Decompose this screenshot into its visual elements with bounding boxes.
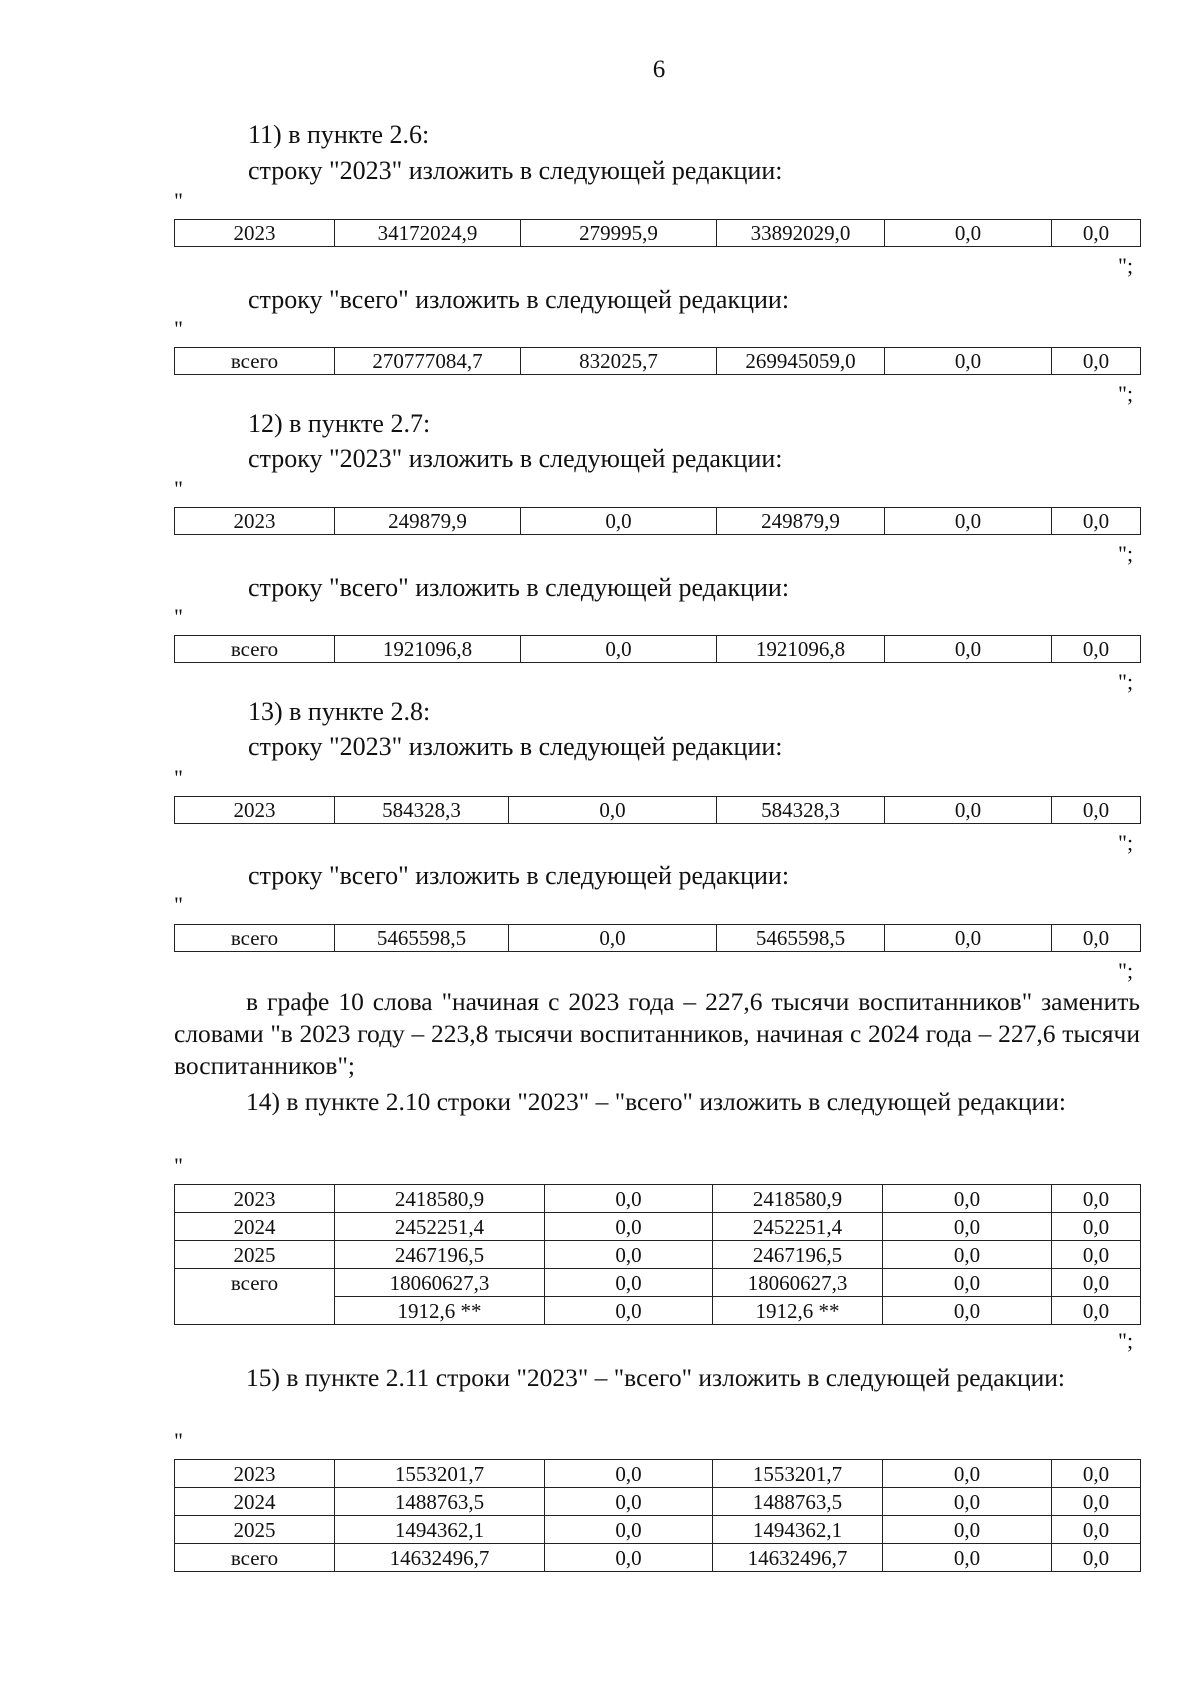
cell: 0,0 [883, 1297, 1052, 1325]
close-quote: "; [1118, 669, 1134, 694]
cell: 2024 [175, 1488, 335, 1516]
section-12-line-1: строку "2023" изложить в следующей редакции: [248, 444, 783, 473]
cell: 0,0 [885, 220, 1052, 247]
cell: 0,0 [1052, 1544, 1141, 1572]
cell: 0,0 [885, 508, 1052, 535]
close-quote: "; [1118, 253, 1134, 278]
open-quote: " [174, 892, 183, 917]
table-row [175, 1269, 1141, 1297]
table-13-row-total [174, 924, 1141, 952]
section-14-text-block [174, 1086, 1140, 1118]
cell: 0,0 [1052, 797, 1141, 824]
table-row [175, 220, 1141, 247]
cell: 0,0 [1052, 1460, 1141, 1488]
cell: 2024 [175, 1213, 335, 1241]
cell: 0,0 [545, 1544, 713, 1572]
cell: всего [175, 348, 335, 375]
table-row [175, 1516, 1141, 1544]
cell: 0,0 [1052, 508, 1141, 535]
section-15-text: 15) в пункте 2.11 строки "2023" – "всего" изложить в следующей редакции: [246, 1363, 1065, 1392]
section-13-line-2: строку "всего" изложить в следующей редакции: [248, 861, 790, 890]
open-quote: " [174, 1428, 183, 1453]
cell: 0,0 [1052, 1516, 1141, 1544]
cell: 0,0 [545, 1213, 713, 1241]
paragraph-grafa-10 [174, 986, 1140, 1082]
cell: 0,0 [1052, 1488, 1141, 1516]
open-quote: " [174, 316, 183, 341]
cell: 0,0 [885, 348, 1052, 375]
cell: 1921096,8 [717, 636, 885, 663]
close-quote: "; [1118, 541, 1134, 566]
cell: 1553201,7 [713, 1460, 883, 1488]
table-11-row-total [174, 347, 1141, 375]
cell: 0,0 [1052, 1213, 1141, 1241]
cell: всего [175, 925, 335, 952]
cell: 584328,3 [335, 797, 509, 824]
table-row [175, 636, 1141, 663]
cell: 0,0 [509, 925, 717, 952]
table-row [175, 1544, 1141, 1572]
cell: 1912,6 ** [713, 1297, 883, 1325]
close-quote: "; [1118, 958, 1134, 983]
cell: 0,0 [1052, 1185, 1141, 1213]
cell: 0,0 [521, 636, 717, 663]
cell: 0,0 [1052, 1297, 1141, 1325]
table-row [175, 1297, 1141, 1325]
cell: всего [175, 1544, 335, 1572]
cell: 279995,9 [521, 220, 717, 247]
table-13-row-2023 [174, 796, 1141, 824]
section-11-heading: 11) в пункте 2.6: [248, 120, 430, 149]
cell: 5465598,5 [717, 925, 885, 952]
open-quote: " [174, 188, 183, 213]
cell: 0,0 [1052, 925, 1141, 952]
cell: 2452251,4 [335, 1213, 545, 1241]
cell: 5465598,5 [335, 925, 509, 952]
cell: 0,0 [545, 1241, 713, 1269]
cell: 1912,6 ** [335, 1297, 545, 1325]
cell: 0,0 [883, 1460, 1052, 1488]
cell: 2452251,4 [713, 1213, 883, 1241]
close-quote: "; [1118, 381, 1134, 406]
cell: 0,0 [1052, 1241, 1141, 1269]
table-12-row-total [174, 635, 1141, 663]
table-row [175, 1241, 1141, 1269]
section-12-heading: 12) в пункте 2.7: [248, 409, 431, 438]
cell: 269945059,0 [717, 348, 885, 375]
section-13-heading: 13) в пункте 2.8: [248, 697, 431, 726]
cell: 0,0 [883, 1516, 1052, 1544]
table-11-row-2023 [174, 219, 1141, 247]
cell: 2023 [175, 1185, 335, 1213]
cell: 0,0 [885, 636, 1052, 663]
close-quote: "; [1118, 1328, 1134, 1353]
cell: 18060627,3 [335, 1269, 545, 1297]
cell: всего [175, 1269, 335, 1297]
cell: 0,0 [545, 1269, 713, 1297]
cell: 2025 [175, 1241, 335, 1269]
cell: 0,0 [545, 1488, 713, 1516]
cell: 2025 [175, 1516, 335, 1544]
cell: 18060627,3 [713, 1269, 883, 1297]
cell: 0,0 [883, 1488, 1052, 1516]
cell: 0,0 [883, 1269, 1052, 1297]
cell: 2023 [175, 1460, 335, 1488]
cell: 0,0 [521, 508, 717, 535]
table-15 [174, 1459, 1141, 1572]
table-row [175, 925, 1141, 952]
page-number: 6 [652, 56, 666, 83]
cell: 832025,7 [521, 348, 717, 375]
cell: 1494362,1 [713, 1516, 883, 1544]
cell: всего [175, 636, 335, 663]
cell: 2023 [175, 508, 335, 535]
cell [175, 1297, 335, 1325]
cell: 2418580,9 [335, 1185, 545, 1213]
cell: 0,0 [545, 1185, 713, 1213]
cell: 14632496,7 [335, 1544, 545, 1572]
section-15-text-block [174, 1362, 1140, 1394]
section-13-line-1: строку "2023" изложить в следующей редакции: [248, 732, 783, 761]
cell: 0,0 [883, 1213, 1052, 1241]
section-11-line-2: строку "всего" изложить в следующей редакции: [248, 285, 790, 314]
cell: 1488763,5 [335, 1488, 545, 1516]
cell: 2023 [175, 797, 335, 824]
cell: 2467196,5 [713, 1241, 883, 1269]
section-14-text: 14) в пункте 2.10 строки "2023" – "всего" изложить в следующей редакции: [246, 1087, 1066, 1116]
cell: 0,0 [885, 925, 1052, 952]
cell: 2467196,5 [335, 1241, 545, 1269]
cell: 2418580,9 [713, 1185, 883, 1213]
table-row [175, 348, 1141, 375]
cell: 0,0 [883, 1241, 1052, 1269]
cell: 33892029,0 [717, 220, 885, 247]
cell: 34172024,9 [335, 220, 521, 247]
table-row [175, 1460, 1141, 1488]
cell: 1921096,8 [335, 636, 521, 663]
table-row [175, 797, 1141, 824]
section-11-line-1: строку "2023" изложить в следующей редакции: [248, 156, 783, 185]
cell: 1553201,7 [335, 1460, 545, 1488]
open-quote: " [174, 1153, 183, 1178]
table-row [175, 508, 1141, 535]
close-quote: "; [1118, 830, 1134, 855]
cell: 0,0 [1052, 220, 1141, 247]
cell: 2023 [175, 220, 335, 247]
cell: 0,0 [545, 1516, 713, 1544]
cell: 1494362,1 [335, 1516, 545, 1544]
cell: 0,0 [509, 797, 717, 824]
cell: 249879,9 [717, 508, 885, 535]
table-12-row-2023 [174, 507, 1141, 535]
cell: 270777084,7 [335, 348, 521, 375]
cell: 0,0 [1052, 636, 1141, 663]
cell: 0,0 [1052, 1269, 1141, 1297]
cell: 1488763,5 [713, 1488, 883, 1516]
open-quote: " [174, 765, 183, 790]
cell: 0,0 [883, 1185, 1052, 1213]
open-quote: " [174, 604, 183, 629]
cell: 0,0 [545, 1460, 713, 1488]
table-row [175, 1488, 1141, 1516]
cell: 0,0 [545, 1297, 713, 1325]
cell: 14632496,7 [713, 1544, 883, 1572]
table-row [175, 1185, 1141, 1213]
cell: 584328,3 [717, 797, 885, 824]
table-row [175, 1213, 1141, 1241]
cell: 0,0 [885, 797, 1052, 824]
paragraph-grafa-10-text: в графе 10 слова "начиная с 2023 года – 227,6 тысячи воспитанников" заменить словами "в 2023 году – 223,8 тысячи воспитанников, начиная с 2024 года – 227,6 тысячи воспитанников"; [174, 987, 1140, 1080]
section-12-line-2: строку "всего" изложить в следующей редакции: [248, 573, 790, 602]
table-14 [174, 1184, 1141, 1325]
cell: 0,0 [883, 1544, 1052, 1572]
cell: 0,0 [1052, 348, 1141, 375]
cell: 249879,9 [335, 508, 521, 535]
open-quote: " [174, 476, 183, 501]
